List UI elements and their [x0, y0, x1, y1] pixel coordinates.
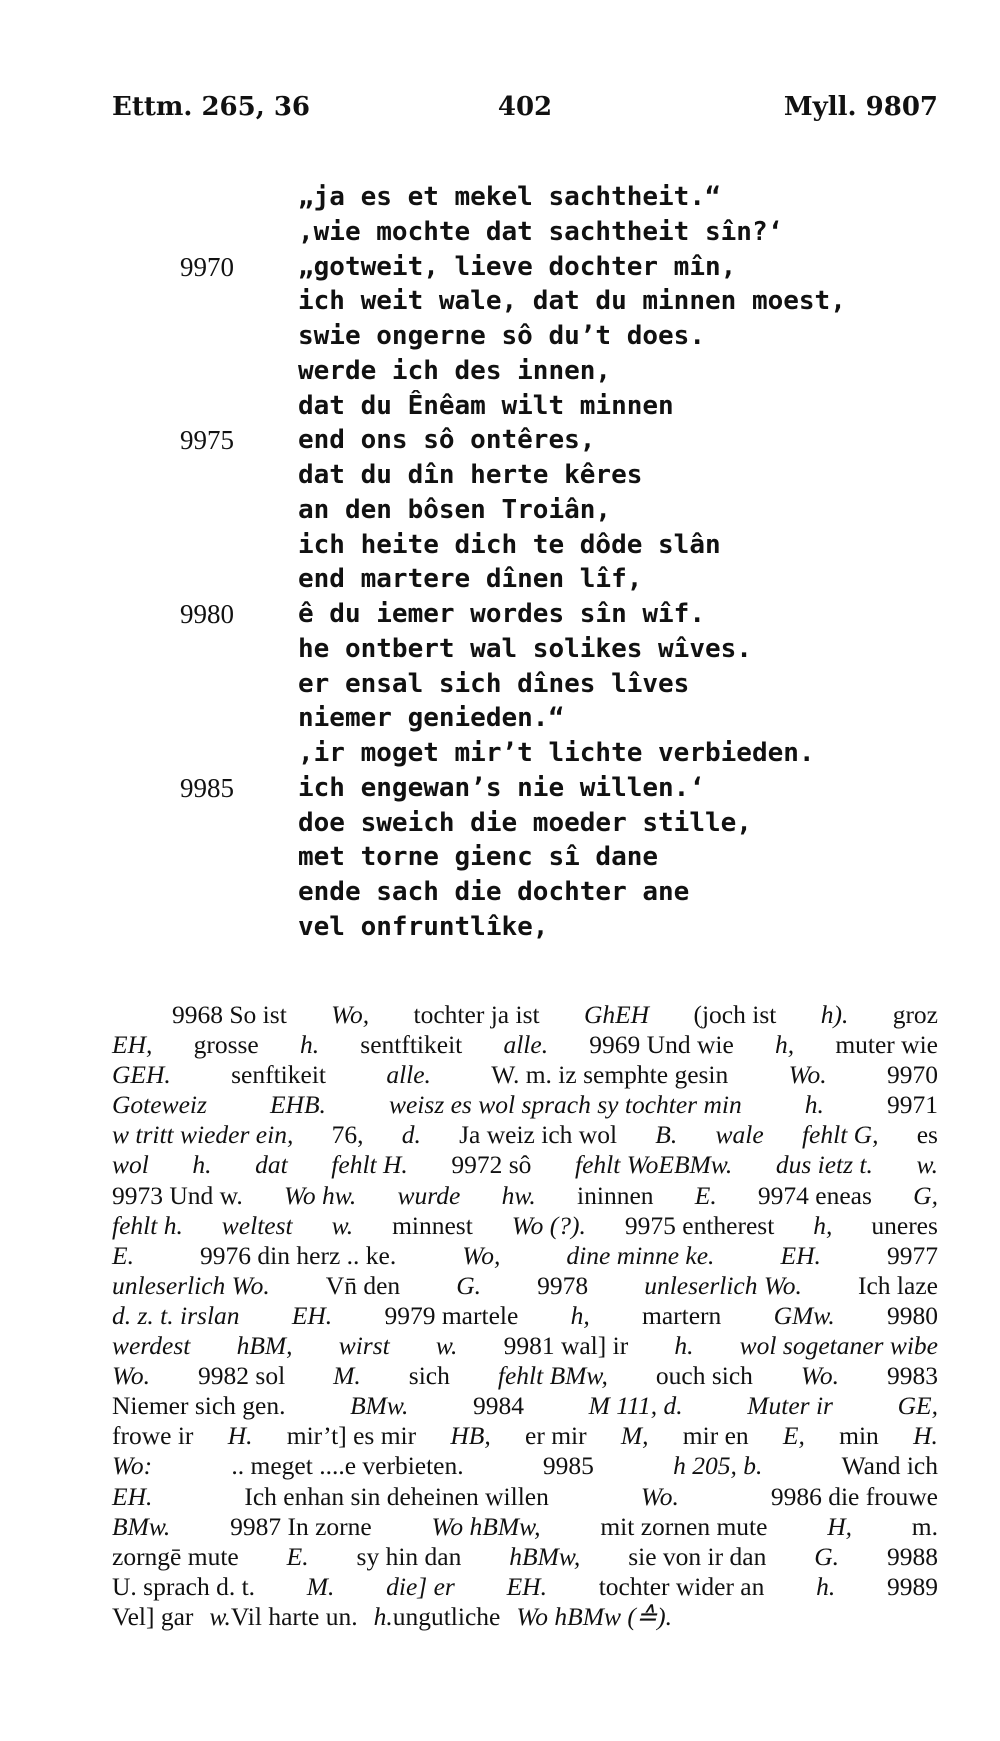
verse-line	[180, 736, 940, 771]
apparatus-segment: M.	[306, 1571, 335, 1601]
verse-text-line: ich weit wale, dat du minnen moest,	[298, 286, 846, 317]
apparatus-segment: dat	[255, 1150, 288, 1180]
apparatus-segment: sy hin dan	[356, 1541, 462, 1571]
apparatus-segment: ininnen	[577, 1180, 654, 1210]
apparatus-segment: h,	[813, 1210, 833, 1240]
apparatus-segment: frowe ir	[112, 1421, 194, 1451]
apparatus-segment: Wo.	[112, 1361, 151, 1391]
apparatus-segment: Vel] gar	[112, 1601, 194, 1631]
apparatus-segment: tochter wider an	[598, 1571, 765, 1601]
apparatus-segment: w.	[435, 1331, 458, 1361]
verse-text-line: doe sweich die moeder stille,	[298, 807, 752, 838]
header-right-reference: Myll. 9807	[783, 92, 938, 122]
verse-text-line: ende sach die dochter ane	[298, 877, 690, 907]
apparatus-segment: die] er	[386, 1571, 455, 1601]
verse-number: 9970	[180, 251, 234, 282]
apparatus-segment: fehlt H.	[331, 1150, 408, 1180]
apparatus-segment: 9977	[886, 1240, 938, 1270]
apparatus-segment: 9989	[886, 1571, 938, 1601]
apparatus-segment: M 111, d.	[588, 1391, 683, 1421]
apparatus-segment: EH.	[780, 1240, 821, 1270]
apparatus-segment: muter wie	[835, 1030, 938, 1060]
apparatus-segment: G.	[456, 1270, 482, 1300]
apparatus-segment: w.	[331, 1210, 354, 1240]
apparatus-segment: 9988	[886, 1541, 938, 1571]
apparatus-segment: 9968 So ist	[172, 1000, 287, 1029]
apparatus-segment: dine minne ke.	[566, 1240, 715, 1270]
verse-text-line: „gotweit, lieve dochter mîn,	[298, 251, 737, 282]
apparatus-line	[112, 1241, 938, 1271]
apparatus-segment: sich	[408, 1361, 450, 1391]
apparatus-segment: h.	[192, 1150, 212, 1180]
apparatus-segment: er mir	[525, 1421, 587, 1451]
apparatus-segment: ungutliche	[392, 1601, 501, 1631]
apparatus-segment: 9983	[886, 1361, 938, 1391]
verse-text-line: ich engewan’s nie willen.‘	[298, 772, 705, 803]
header-left-reference: Ettm. 265, 36	[112, 92, 311, 122]
apparatus-line	[112, 1181, 938, 1211]
verse-text-line: ich heite dich te dôde slân	[298, 529, 721, 560]
apparatus-segment: Ich enhan sin deheinen willen	[244, 1481, 549, 1511]
apparatus-segment: wurde	[397, 1180, 461, 1210]
apparatus-segment: Wo hBMw (≙).	[516, 1601, 673, 1631]
apparatus-segment: 9969 Und wie	[589, 1030, 734, 1060]
apparatus-line	[112, 1572, 938, 1602]
apparatus-segment: HB,	[450, 1421, 491, 1451]
verse-line	[180, 319, 940, 354]
apparatus-segment: sie von ir dan	[628, 1541, 767, 1571]
apparatus-segment: GMw.	[773, 1300, 835, 1330]
apparatus-segment: alle.	[386, 1060, 431, 1090]
apparatus-line	[112, 1120, 938, 1150]
verse-line	[180, 562, 940, 597]
verse-line	[180, 667, 940, 702]
apparatus-segment: E.	[694, 1180, 717, 1210]
apparatus-line	[112, 1512, 938, 1542]
apparatus-segment: E,	[782, 1421, 805, 1451]
verse-text-line: dat du dîn herte kêres	[298, 460, 643, 490]
apparatus-segment: min	[839, 1421, 879, 1451]
apparatus-segment: es	[916, 1120, 938, 1150]
apparatus-segment: Wo,	[331, 1000, 370, 1029]
apparatus-segment: 9974 eneas	[757, 1180, 872, 1210]
apparatus-line	[112, 1211, 938, 1241]
verse-line	[180, 458, 940, 493]
apparatus-line	[112, 1361, 938, 1391]
apparatus-segment: 9978	[537, 1270, 589, 1300]
apparatus-line	[112, 1542, 938, 1572]
apparatus-line	[112, 1421, 938, 1451]
apparatus-line	[112, 1331, 938, 1361]
apparatus-segment: Wo.	[800, 1361, 839, 1391]
apparatus-segment: w.	[916, 1150, 938, 1180]
verse-text-line: ‚wie mochte dat sachtheit sîn?‘	[298, 216, 784, 247]
apparatus-segment: hBMw,	[509, 1541, 581, 1571]
apparatus-segment: weisz es wol sprach sy tochter min	[388, 1090, 742, 1120]
apparatus-segment: hBM,	[236, 1331, 293, 1361]
verse-line	[180, 354, 940, 389]
verse-text-line: dat du Ênêam wilt minnen	[298, 390, 674, 421]
apparatus-segment: 9972 sô	[451, 1150, 532, 1180]
verse-number: 9980	[180, 599, 234, 629]
apparatus-segment: B.	[655, 1120, 678, 1150]
apparatus-line	[112, 1150, 938, 1180]
apparatus-segment: M.	[333, 1361, 361, 1391]
apparatus-line	[112, 1030, 938, 1060]
apparatus-segment: M,	[620, 1421, 649, 1451]
verse-line	[180, 701, 940, 736]
apparatus-segment: H.	[913, 1421, 938, 1451]
verse-line	[180, 250, 940, 285]
apparatus-segment: Wo.	[788, 1060, 827, 1090]
apparatus-segment: hw.	[501, 1180, 536, 1210]
apparatus-segment: Vn̄ den	[325, 1270, 401, 1300]
apparatus-segment: 9980	[887, 1300, 938, 1330]
apparatus-line	[112, 1301, 938, 1331]
apparatus-segment: Muter ir	[747, 1391, 833, 1421]
verse-line	[180, 389, 940, 424]
verse-line	[180, 180, 940, 215]
apparatus-segment: tochter ja ist	[413, 1000, 540, 1029]
apparatus-segment: senftikeit	[231, 1060, 326, 1090]
verse-text-line: swie ongerne sô du’t does.	[298, 321, 705, 351]
apparatus-segment: EH.	[506, 1571, 547, 1601]
apparatus-segment: mir’t] es mir	[286, 1421, 417, 1451]
apparatus-segment: H.	[227, 1421, 253, 1451]
apparatus-segment: minnest	[392, 1210, 473, 1240]
apparatus-segment: w.	[209, 1601, 231, 1631]
apparatus-segment: Wo hBMw,	[431, 1511, 541, 1541]
verse-number: 9985	[180, 772, 234, 803]
verse-line	[180, 875, 940, 910]
apparatus-segment: EHB.	[269, 1090, 326, 1120]
verse-line	[180, 528, 940, 563]
apparatus-segment: 9975 entherest	[624, 1210, 775, 1240]
apparatus-segment: 9984	[473, 1391, 525, 1421]
page-number: 402	[497, 92, 553, 122]
verse-text-line: met torne gienc sî dane	[298, 842, 659, 873]
verse-text-line: „ja es et mekel sachtheit.“	[298, 182, 721, 212]
apparatus-segment: EH,	[112, 1030, 153, 1060]
verse-line	[180, 493, 940, 528]
apparatus-line	[112, 1271, 938, 1301]
apparatus-segment: BMw.	[112, 1511, 171, 1541]
apparatus-segment: Wo hw.	[284, 1180, 357, 1210]
apparatus-segment: .. meget ....e verbieten.	[231, 1451, 464, 1481]
apparatus-segment: EH.	[112, 1481, 153, 1511]
apparatus-segment: zorngē mute	[112, 1541, 239, 1571]
apparatus-segment: fehlt BMw,	[497, 1361, 608, 1391]
apparatus-segment: GhEH	[583, 1000, 650, 1029]
apparatus-segment: 9976 din herz .. ke.	[200, 1240, 397, 1270]
apparatus-segment: Wo:	[112, 1451, 153, 1481]
apparatus-line	[112, 1090, 938, 1120]
verse-line	[180, 597, 940, 632]
apparatus-segment: h.	[674, 1331, 694, 1361]
apparatus-segment: m.	[911, 1511, 938, 1541]
apparatus-line	[112, 1602, 938, 1632]
apparatus-segment: wol sogetaner wibe	[739, 1331, 938, 1361]
apparatus-segment: Goteweiz	[112, 1090, 207, 1120]
apparatus-segment: fehlt G,	[801, 1120, 879, 1150]
apparatus-segment: unleserlich Wo.	[644, 1270, 802, 1300]
apparatus-segment: 9986 die frouwe	[770, 1481, 938, 1511]
apparatus-segment: G.	[814, 1541, 840, 1571]
apparatus-segment: wale	[715, 1120, 764, 1150]
apparatus-line	[112, 1000, 938, 1030]
apparatus-segment: 9973 Und w.	[112, 1180, 243, 1210]
apparatus-segment: mir en	[682, 1421, 749, 1451]
verse-text-line: ‚ir moget mir’t lichte verbieden.	[298, 738, 815, 768]
apparatus-segment: GEH.	[112, 1060, 171, 1090]
apparatus-segment: martern	[641, 1300, 722, 1330]
verse-line	[180, 215, 940, 250]
apparatus-segment: Wo,	[462, 1240, 501, 1270]
page-header	[112, 92, 938, 132]
apparatus-segment: h.	[373, 1601, 393, 1631]
apparatus-segment: Ich laze	[857, 1270, 938, 1300]
apparatus-segment: d.	[401, 1120, 421, 1150]
apparatus-segment: wol	[112, 1150, 149, 1180]
apparatus-segment: Wo (?).	[511, 1210, 586, 1240]
apparatus-segment: w tritt wieder ein,	[112, 1120, 294, 1150]
apparatus-segment: 9970	[886, 1060, 938, 1090]
apparatus-segment: fehlt h.	[112, 1210, 183, 1240]
verse-line	[180, 840, 940, 875]
verse-text-line: an den bôsen Troiân,	[298, 494, 612, 525]
apparatus-segment: 9979 martele	[384, 1300, 519, 1330]
apparatus-segment: Wo.	[640, 1481, 679, 1511]
apparatus-segment: unleserlich Wo.	[112, 1270, 270, 1300]
apparatus-segment: h 205, b.	[673, 1451, 763, 1481]
verse-text-line: er ensal sich dînes lîves	[298, 668, 690, 699]
verse-text-line: end ons sô ontêres,	[298, 425, 596, 456]
apparatus-segment: wirst	[338, 1331, 390, 1361]
apparatus-line	[112, 1482, 938, 1512]
apparatus-segment: 76,	[331, 1120, 364, 1150]
verse-text	[180, 180, 940, 945]
apparatus-segment: sentftikeit	[360, 1030, 463, 1060]
apparatus-segment: weltest	[221, 1210, 293, 1240]
verse-text-line: end martere dînen lîf,	[298, 564, 643, 595]
apparatus-segment: alle.	[503, 1030, 549, 1060]
apparatus-segment: H,	[827, 1511, 853, 1541]
verse-text-line: vel onfruntlîke,	[298, 911, 549, 942]
apparatus-line	[112, 1451, 938, 1481]
apparatus-segment: h.	[816, 1571, 836, 1601]
apparatus-segment: h,	[774, 1030, 795, 1060]
apparatus-segment: (joch ist	[693, 1000, 777, 1029]
apparatus-segment: mit zornen mute	[600, 1511, 768, 1541]
apparatus-segment: U. sprach d. t.	[112, 1571, 256, 1601]
verse-text-line: werde ich des innen,	[298, 355, 612, 386]
apparatus-segment: E.	[112, 1240, 134, 1270]
apparatus-segment: h.	[299, 1030, 320, 1060]
verse-line	[180, 910, 940, 945]
verse-text-line: he ontbert wal solikes wîves.	[298, 633, 752, 664]
verse-line	[180, 632, 940, 667]
apparatus-segment: 9971	[886, 1090, 938, 1120]
critical-apparatus	[112, 1000, 938, 1632]
apparatus-segment: groz	[892, 1000, 938, 1029]
apparatus-segment: Ja weiz ich wol	[459, 1120, 618, 1150]
apparatus-segment: grosse	[193, 1030, 259, 1060]
apparatus-segment: ouch sich	[655, 1361, 753, 1391]
apparatus-segment: Vil harte un.	[230, 1601, 358, 1631]
apparatus-segment: werdest	[112, 1331, 191, 1361]
apparatus-segment: BMw.	[350, 1391, 409, 1421]
verse-line	[180, 771, 940, 806]
verse-line	[180, 806, 940, 841]
verse-line	[180, 284, 940, 319]
apparatus-segment: 9985	[542, 1451, 594, 1481]
apparatus-segment: E.	[286, 1541, 309, 1571]
apparatus-segment: 9982 sol	[198, 1361, 286, 1391]
apparatus-segment: uneres	[871, 1210, 938, 1240]
apparatus-segment: h).	[820, 1000, 849, 1029]
apparatus-segment: dus ietz t.	[775, 1150, 873, 1180]
apparatus-segment: 9981 wal] ir	[503, 1331, 629, 1361]
apparatus-segment: h,	[570, 1300, 590, 1330]
apparatus-segment: G,	[913, 1180, 938, 1210]
verse-number: 9975	[180, 425, 234, 456]
apparatus-line	[112, 1060, 938, 1090]
verse-text-line: niemer genieden.“	[298, 703, 565, 734]
verse-line	[180, 423, 940, 458]
apparatus-segment: EH.	[291, 1300, 333, 1330]
apparatus-segment: fehlt WoEBMw.	[575, 1150, 733, 1180]
apparatus-segment: Wand ich	[841, 1451, 938, 1481]
apparatus-segment: GE,	[897, 1391, 938, 1421]
apparatus-segment: 9987 In zorne	[230, 1511, 372, 1541]
apparatus-segment: Niemer sich gen.	[112, 1391, 286, 1421]
apparatus-segment: h.	[804, 1090, 824, 1120]
apparatus-segment: W. m. iz semphte gesin	[491, 1060, 729, 1090]
apparatus-line	[112, 1391, 938, 1421]
verse-text-line: ê du iemer wordes sîn wîf.	[298, 599, 705, 629]
apparatus-segment: d. z. t. irslan	[112, 1300, 240, 1330]
